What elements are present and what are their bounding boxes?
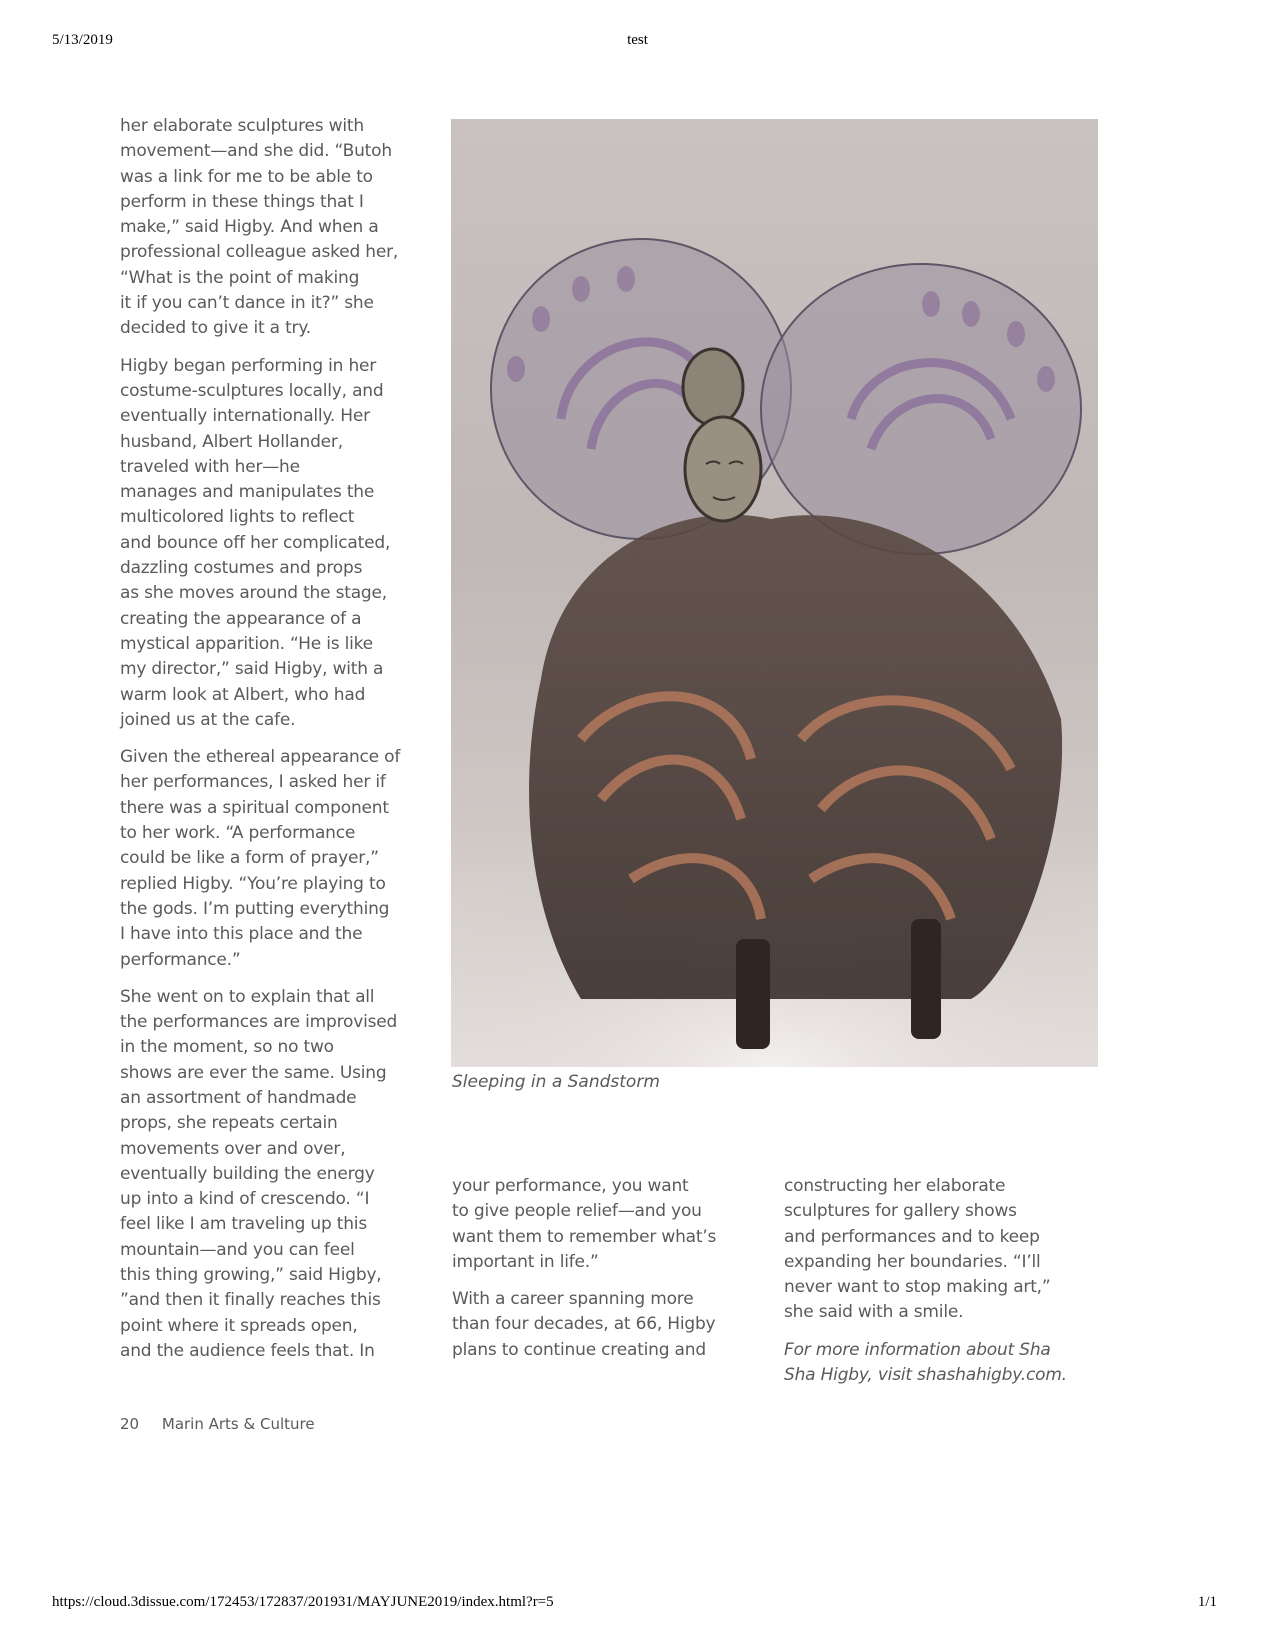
article-paragraph [452,1287,762,1363]
text-line: this thing growing,” said Higby, [120,1265,382,1286]
text-line: as she moves around the stage, [120,583,387,604]
print-page-count: 1/1 [1197,1594,1217,1610]
text-line: eventually building the energy [120,1163,375,1184]
text-line: than four decades, at 66, Higby [452,1314,716,1335]
text-line: her performances, I asked her if [120,772,386,793]
text-line: dazzling costumes and props [120,558,363,579]
text-line: For more information about Sha [784,1339,1051,1360]
text-line: never want to stop making art,” [784,1277,1051,1298]
text-line: constructing her elaborate [784,1176,1006,1196]
text-line: it if you can’t dance in it?” she [120,293,374,314]
sculpture-illustration [451,119,1098,1067]
text-line: With a career spanning more [452,1289,694,1310]
text-line: important in life.” [452,1251,599,1272]
text-line: plans to continue creating and [452,1339,706,1360]
article-paragraph [452,1174,762,1275]
text-line: and bounce off her complicated, [120,532,391,553]
page-number: 20 [120,1415,140,1433]
print-date: 5/13/2019 [52,32,113,48]
text-line: performance.” [120,949,241,970]
text-line: the gods. I’m putting everything [120,898,390,919]
text-line: husband, Albert Hollander, [120,431,343,452]
text-line: movement—and she did. “Butoh [120,141,392,162]
article-paragraph [120,745,440,973]
text-line: mystical apparition. “He is like [120,633,373,654]
text-line: make,” said Higby. And when a [120,217,379,238]
text-line: my director,” said Higby, with a [120,659,384,680]
text-line: ”and then it finally reaches this [120,1290,381,1311]
text-line: to her work. “A performance [120,823,356,844]
more-info-note [784,1338,1104,1389]
text-line: manages and manipulates the [120,482,375,503]
text-line: the performances are improvised [120,1012,398,1033]
photo-caption: Sleeping in a Sandstorm [452,1072,660,1092]
sculpture-photo [451,119,1098,1067]
text-line: expanding her boundaries. “I’ll [784,1251,1041,1272]
text-line: “What is the point of making [120,267,360,288]
page-folio [120,1415,315,1433]
text-line: in the moment, so no two [120,1037,334,1058]
text-line: there was a spiritual component [120,797,389,818]
text-line: professional colleague asked her, [120,242,399,263]
text-line: shows are ever the same. Using [120,1062,387,1083]
text-line: props, she repeats certain [120,1113,338,1134]
print-title: test [627,32,648,48]
text-line: She went on to explain that all [120,986,375,1007]
text-line: creating the appearance of a [120,608,362,629]
text-line: multicolored lights to reflect [120,507,355,528]
text-line: feel like I am traveling up this [120,1214,367,1235]
text-line: sculptures for gallery shows [784,1201,1017,1222]
text-line: an assortment of handmade [120,1087,357,1108]
text-line: joined us at the cafe. [120,709,296,730]
text-line: Higby began performing in her [120,355,377,376]
article-paragraph [120,114,440,342]
left-article-column [120,114,440,1376]
text-line: traveled with her—he [120,456,300,477]
article-paragraph [120,985,440,1364]
text-line: want them to remember what’s [452,1226,717,1247]
publication-name: Marin Arts & Culture [161,1415,315,1433]
text-line: and performances and to keep [784,1226,1040,1247]
article-paragraph [120,354,440,733]
text-line: she said with a smile. [784,1302,964,1323]
text-line: and the audience feels that. In [120,1340,375,1361]
text-line: was a link for me to be able to [120,166,373,187]
text-line: your performance, you want [452,1176,689,1196]
text-line: point where it spreads open, [120,1315,358,1336]
text-line: mountain—and you can feel [120,1239,355,1260]
text-line: her elaborate sculptures with [120,116,364,136]
right-article-column [784,1174,1104,1400]
text-line: decided to give it a try. [120,318,311,339]
text-line: perform in these things that I [120,191,364,212]
middle-article-column [452,1174,762,1375]
article-paragraph [784,1174,1104,1326]
text-line: I have into this place and the [120,924,363,945]
text-line: Given the ethereal appearance of [120,747,401,768]
text-line: could be like a form of prayer,” [120,848,379,869]
text-line: replied Higby. “You’re playing to [120,873,386,894]
text-line: costume-sculptures locally, and [120,380,384,401]
text-line: up into a kind of crescendo. “I [120,1189,370,1210]
text-line: eventually internationally. Her [120,406,370,427]
text-line: movements over and over, [120,1138,346,1159]
text-line: to give people relief—and you [452,1201,702,1222]
text-line: Sha Higby, visit shashahigby.com. [784,1365,1067,1386]
text-line: warm look at Albert, who had [120,684,366,705]
print-url: https://cloud.3dissue.com/172453/172837/201931/MAYJUNE2019/index.html?r=5 [52,1594,554,1610]
